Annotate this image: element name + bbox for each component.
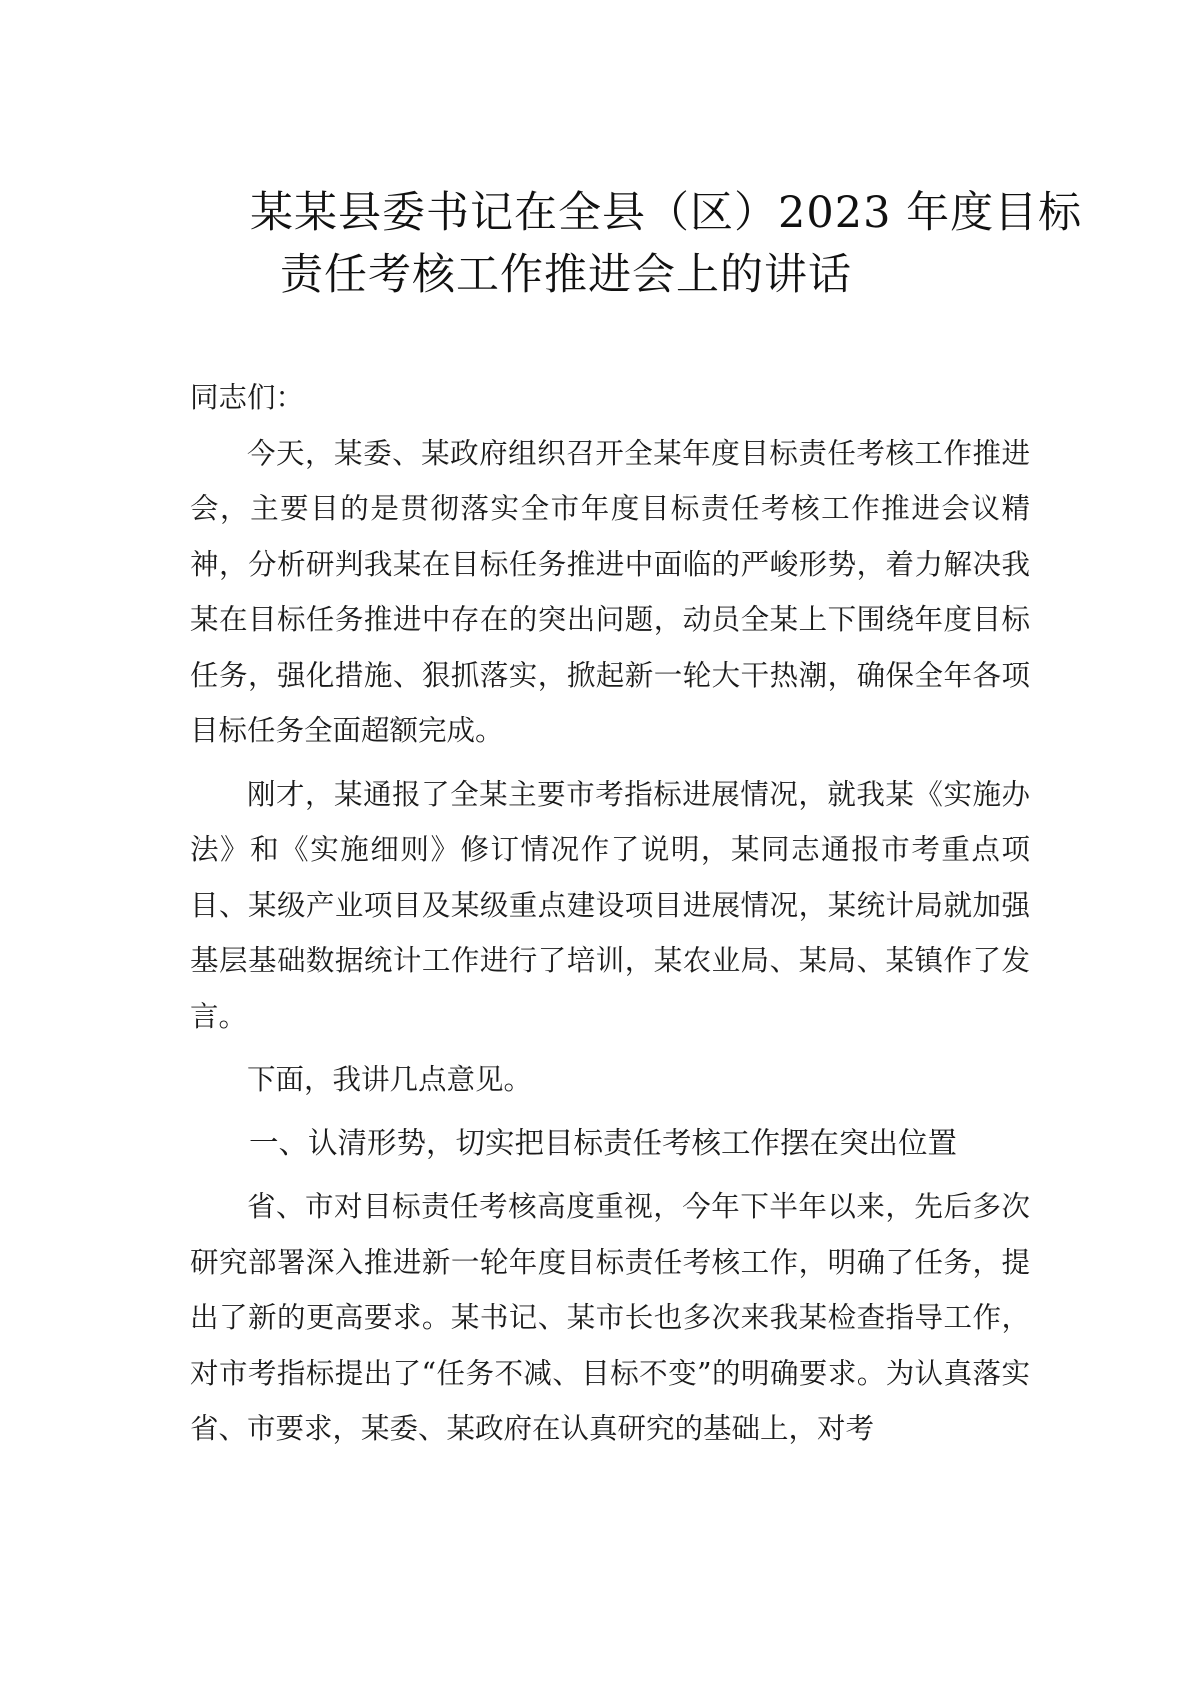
- section-heading-1: 一、认清形势，切实把目标责任考核工作摆在突出位置: [249, 1125, 958, 1160]
- document-title: [250, 182, 1083, 306]
- title-line-2: 责任考核工作推进会上的讲话: [280, 250, 852, 300]
- document-body: [190, 370, 1030, 1465]
- paragraph-section-1: 省、市对目标责任考核高度重视，今年下半年以来，先后多次研究部署深入推进新一轮年度目标责任考核工作，明确了任务，提出了新的更高要求。某书记、某市长也多次来我某检查指导工作，对市考指标提出了“任务不减、目标不变”的明确要求。为认真落实省、市要求，某委、某政府在认真研究的基础上，对考: [190, 1190, 1030, 1445]
- paragraph-transition: 下面，我讲几点意见。: [247, 1063, 533, 1096]
- salutation: 同志们：: [190, 381, 305, 414]
- title-line-1: 某某县委书记在全县（区）2023 年度目标: [250, 188, 1083, 238]
- paragraph-opening: 今天，某委、某政府组织召开全某年度目标责任考核工作推进会，主要目的是贯彻落实全市年度目标责任考核工作推进会议精神，分析研判我某在目标任务推进中面临的严峻形势，着力解决我某在目标任务推进中存在的突出问题，动员全某上下围绕年度目标任务，强化措施、狠抓落实，掀起新一轮大干热潮，确保全年各项目标任务全面超额完成。: [190, 436, 1030, 747]
- paragraph-review: 刚才，某通报了全某主要市考指标进展情况，就我某《实施办法》和《实施细则》修订情况作了说明，某同志通报市考重点项目、某级产业项目及某级重点建设项目进展情况，某统计局就加强基层基础数据统计工作进行了培训，某农业局、某局、某镇作了发言。: [190, 777, 1030, 1033]
